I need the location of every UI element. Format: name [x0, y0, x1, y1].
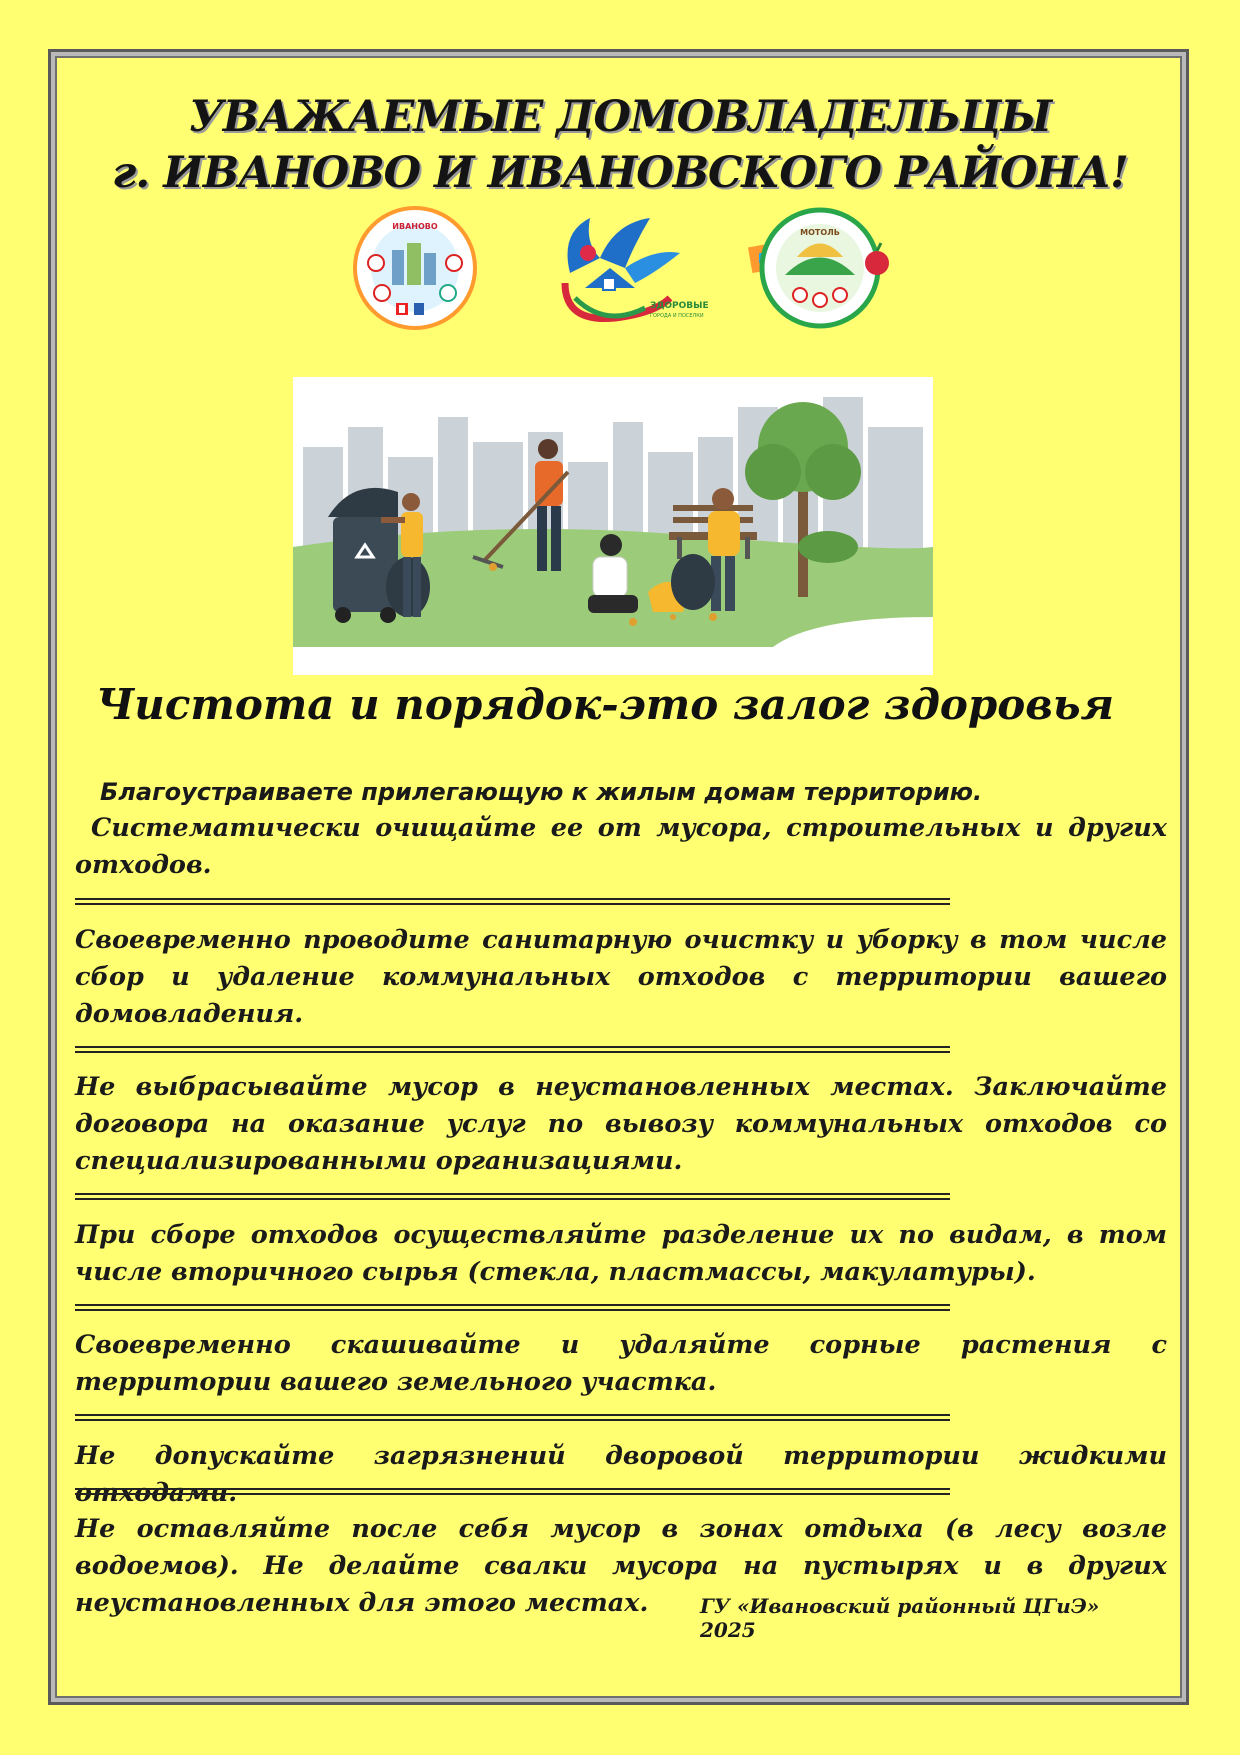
healthy-cities-logo	[555, 213, 709, 333]
logo-row	[0, 205, 1240, 335]
cleanup-illustration	[293, 377, 933, 675]
paragraph-1: Систематически очищайте ее от мусора, строительных и других отходов.	[75, 813, 1167, 880]
separator-3	[75, 1193, 950, 1195]
ivanovo-healthy-city-logo	[352, 205, 478, 331]
paragraph-5: Своевременно скашивайте и удаляйте сорные растения с территории вашего земельного участка.	[75, 1330, 1167, 1397]
separator-1	[75, 898, 950, 900]
paragraph-3: Не выбрасывайте мусор в неустановленных местах. Заключайте договора на оказание услуг по вывозу коммунальных отходов со специализированными организациями.	[75, 1072, 1167, 1176]
intro-line: Благоустраиваете прилегающую к жилым домам территорию.	[100, 778, 983, 806]
svg-text:ИВАНОВО: ИВАНОВО	[392, 222, 438, 231]
header-line-2: г. ИВАНОВО И ИВАНОВСКОГО РАЙОНА!	[112, 148, 1128, 198]
paragraph-2: Своевременно проводите санитарную очистку и уборку в том числе сбор и удаление коммунальных отходов с территории вашего домовладения.	[75, 925, 1167, 1029]
separator-2	[75, 1046, 950, 1048]
svg-text:ГОРОДА И ПОСЕЛКИ: ГОРОДА И ПОСЕЛКИ	[650, 313, 704, 319]
svg-text:МОТОЛЬ: МОТОЛЬ	[800, 228, 840, 237]
footer-organization: ГУ «Ивановский районный ЦГиЭ» 2025	[700, 1594, 1100, 1642]
svg-text:ЗДОРОВЫЕ: ЗДОРОВЫЕ	[650, 301, 709, 311]
motto-heading: Чистота и порядок-это залог здоровья	[95, 680, 1115, 729]
motol-healthy-agrotown-logo	[745, 205, 895, 331]
header-line-1: УВАЖАЕМЫЕ ДОМОВЛАДЕЛЬЦЫ	[188, 92, 1052, 142]
paragraph-6: Не допускайте загрязнений дворовой территории жидкими отходами.	[75, 1441, 1167, 1508]
separator-5	[75, 1414, 950, 1416]
separator-6	[75, 1488, 950, 1490]
paragraph-7: Не оставляйте после себя мусор в зонах отдыха (в лесу возле водоемов). Не делайте свалки мусора на пустырях и в других неустановленных для этого местах.	[75, 1514, 1167, 1618]
separator-4	[75, 1304, 950, 1306]
paragraph-4: При сборе отходов осуществляйте разделение их по видам, в том числе вторичного сырья (стекла, пластмассы, макулатуры).	[75, 1220, 1167, 1287]
